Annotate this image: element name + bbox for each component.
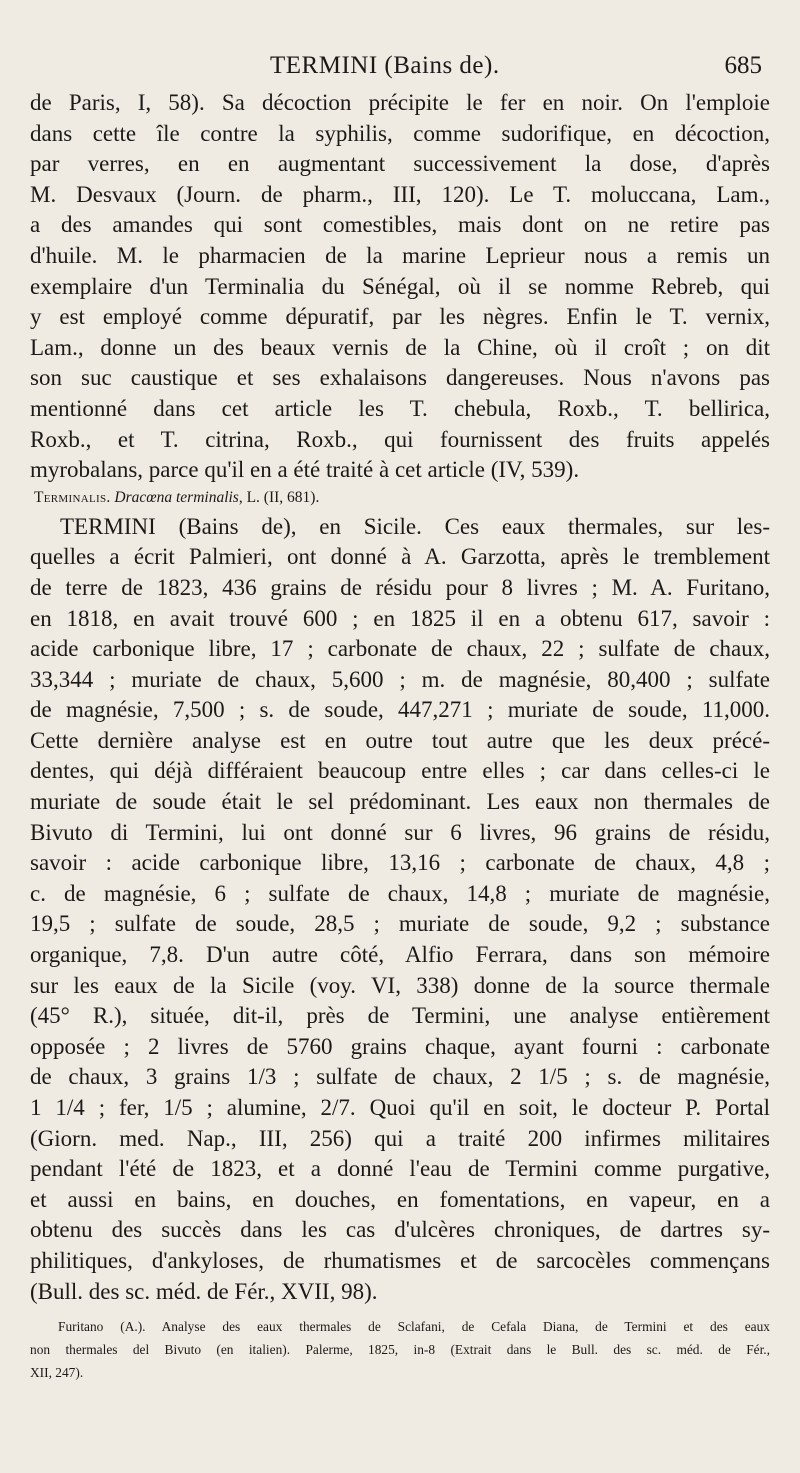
page-body: [30, 88, 770, 1384]
text-line: mentionné dans cet article les T. chebula, Roxb., T. bellirica,: [30, 395, 770, 421]
text-line: en 1818, en avait trouvé 600 ; en 1825 il en a obtenu 617, savoir :: [30, 605, 770, 631]
text-line: sur les eaux de la Sicile (voy. VI, 338) donne de la source thermale: [30, 972, 770, 998]
text-line: 19,5 ; sulfate de soude, 28,5 ; muriate de soude, 9,2 ; substance: [30, 911, 770, 937]
text-line: savoir : acide carbonique libre, 13,16 ; carbonate de chaux, 4,8 ;: [30, 850, 770, 876]
footnote-line: Furitano (A.). Analyse des eaux thermales de Sclafani, de Cefala Diana, de Termini et des eaux: [58, 1319, 770, 1335]
page-header: [0, 52, 800, 92]
bibliographic-footnote: [30, 1315, 770, 1384]
footnote-line: XII, 247).: [30, 1365, 84, 1381]
text-line: opposée ; 2 livres de 5760 grains chaque, ayant fourni : carbonate: [30, 1033, 770, 1059]
page-number: 685: [724, 52, 762, 79]
text-line: de Paris, I, 58). Sa décoction précipite le fer en noir. On l'emploie: [30, 90, 770, 115]
footnote-line: non thermales del Bivuto (en italien). Palerme, 1825, in-8 (Extrait dans le Bull. des sc. méd. de Fér.,: [30, 1342, 770, 1358]
text-line: Roxb., et T. citrina, Roxb., qui fournissent des fruits appelés: [30, 426, 770, 452]
text-line: dans cette île contre la syphilis, comme sudorifique, en décoction,: [30, 120, 770, 146]
text-line: dentes, qui déjà différaient beaucoup entre elles ; car dans celles-ci le: [30, 758, 770, 784]
text-line: (45° R.), située, dit-il, près de Termini, une analyse entièrement: [30, 1003, 770, 1029]
text-line: pendant l'été de 1823, et a donné l'eau de Termini comme purgative,: [30, 1156, 770, 1182]
text-line: Bivuto di Termini, lui ont donné sur 6 livres, 96 grains de résidu,: [30, 819, 770, 845]
text-line: M. Desvaux (Journ. de pharm., III, 120). Le T. moluccana, Lam.,: [30, 181, 770, 207]
text-line: de chaux, 3 grains 1/3 ; sulfate de chaux, 2 1/5 ; s. de magnésie,: [30, 1064, 770, 1090]
text-line: myrobalans, parce qu'il en a été traité à cet article (IV, 539).: [30, 457, 580, 483]
cross-reference-entry: [30, 486, 770, 512]
text-line: et aussi en bains, en douches, en fomentations, en vapeur, en a: [30, 1186, 770, 1212]
cross-reference-target: Dracœna terminalis: [114, 488, 239, 506]
text-line: de magnésie, 7,500 ; s. de soude, 447,271 ; muriate de soude, 11,000.: [30, 697, 770, 723]
text-line: 33,344 ; muriate de chaux, 5,600 ; m. de magnésie, 80,400 ; sulfate: [30, 666, 770, 692]
text-line: c. de magnésie, 6 ; sulfate de chaux, 14,8 ; muriate de magnésie,: [30, 880, 770, 906]
cross-reference-ref: , L. (II, 681).: [238, 488, 320, 506]
text-line: Lam., donne un des beaux vernis de la Chine, où il croît ; on dit: [30, 334, 770, 360]
text-line: Cette dernière analyse est en outre tout autre que les deux précé-: [30, 727, 770, 753]
text-line: (Bull. des sc. méd. de Fér., XVII, 98).: [30, 1278, 378, 1304]
text-line: d'huile. M. le pharmacien de la marine Leprieur nous a remis un: [30, 242, 770, 268]
text-line: a des amandes qui sont comestibles, mais dont on ne retire pas: [30, 212, 770, 238]
text-line: muriate de soude était le sel prédominant. Les eaux non thermales de: [30, 789, 770, 815]
paragraph-termini-bains: [30, 512, 770, 1307]
text-line: organique, 7,8. D'un autre côté, Alfio Ferrara, dans son mémoire: [30, 942, 770, 968]
paragraph-terminalia-continued: [30, 88, 770, 486]
text-line: par verres, en en augmentant successivement la dose, d'après: [30, 151, 770, 177]
text-line: philitiques, d'ankyloses, de rhumatismes et de sarcocèles commençans: [30, 1247, 770, 1273]
text-line: TERMINI (Bains de), en Sicile. Ces eaux thermales, sur les-: [60, 513, 770, 539]
text-line: (Giorn. med. Nap., III, 256) qui a traité 200 infirmes militaires: [30, 1125, 770, 1151]
cross-reference-term: Terminalis.: [34, 488, 111, 506]
text-line: de terre de 1823, 436 grains de résidu pour 8 livres ; M. A. Furitano,: [30, 574, 770, 600]
running-title: TERMINI (Bains de).: [270, 52, 500, 79]
text-line: 1 1/4 ; fer, 1/5 ; alumine, 2/7. Quoi qu'il en soit, le docteur P. Portal: [30, 1095, 770, 1120]
text-line: acide carbonique libre, 17 ; carbonate de chaux, 22 ; sulfate de chaux,: [30, 636, 770, 662]
text-line: exemplaire d'un Terminalia du Sénégal, où il se nomme Rebreb, qui: [30, 273, 770, 299]
text-line: y est employé comme dépuratif, par les nègres. Enfin le T. vernix,: [30, 304, 770, 330]
text-line: obtenu des succès dans les cas d'ulcères chroniques, de dartres sy-: [30, 1217, 770, 1243]
text-line: quelles a écrit Palmieri, ont donné à A. Garzotta, après le tremblement: [30, 544, 770, 570]
text-line: son suc caustique et ses exhalaisons dangereuses. Nous n'avons pas: [30, 365, 770, 391]
